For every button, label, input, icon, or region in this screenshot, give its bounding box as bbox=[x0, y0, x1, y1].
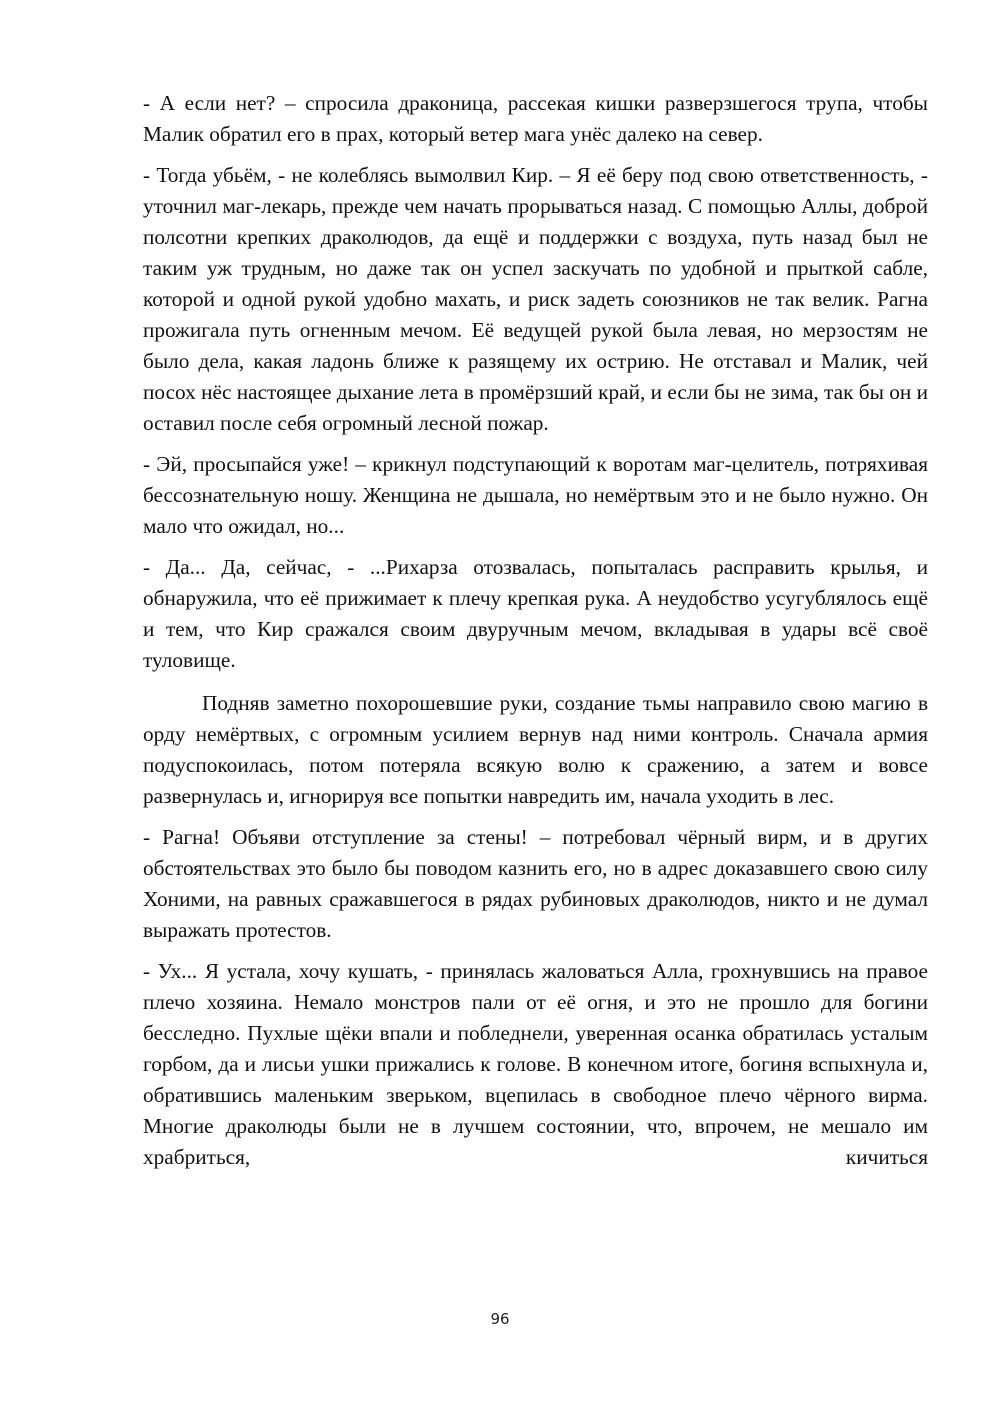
paragraph-6: - Рагна! Объяви отступление за стены! – потребовал чёрный вирм, и в других обстоятельствах это было бы поводом казнить его, но в адрес доказавшего свою силу Хоними, на равных сражавшегося в рядах рубиновых драколюдов, никто и не думал выражать протестов. bbox=[143, 825, 928, 942]
paragraph-2: - Тогда убьём, - не колеблясь вымолвил Кир. – Я её беру под свою ответственность, - уточнил маг-лекарь, прежде чем начать прорываться назад. С помощью Аллы, доброй полсотни крепких драколюдов, да ещё и поддержки с воздуха, путь назад был не таким уж трудным, но даже так он успел заскучать по удобной и прыткой сабле, которой и одной рукой удобно махать, и риск задеть союзников не так велик. Рагна прожигала путь огненным мечом. Её ведущей рукой была левая, но мерзостям не было дела, какая ладонь ближе к разящему их острию. Не отставал и Малик, чей посох нёс настоящее дыхание лета в промёрзший край, и если бы не зима, так бы он и оставил после себя огромный лесной пожар. bbox=[143, 163, 928, 435]
paragraph-3: - Эй, просыпайся уже! – крикнул подступающий к воротам маг-целитель, потряхивая бессознательную ношу. Женщина не дышала, но немёртвым это и не было нужно. Он мало что ожидал, но... bbox=[143, 452, 928, 538]
page-number: 96 bbox=[490, 1310, 510, 1328]
paragraph-4: - Да... Да, сейчас, - ...Рихарза отозвалась, попыталась расправить крылья, и обнаружила, что её прижимает к плечу крепкая рука. А неудобство усугублялось ещё и тем, что Кир сражался своим двуручным мечом, вкладывая в удары всё своё туловище. bbox=[143, 555, 928, 672]
paragraph-7-continues: - Ух... Я устала, хочу кушать, - принялась жаловаться Алла, грохнувшись на правое плечо хозяина. Немало монстров пали от её огня, и это не прошло для богини бесследно. Пухлые щёки впали и побледнели, уверенная осанка обратилась усталым горбом, да и лисьи ушки прижались к голове. В конечном итоге, богиня вспыхнула и, обратившись маленьким зверьком, вцепилась в свободное плечо чёрного вирма. Многие драколюды были не в лучшем состоянии, что, впрочем, не мешало им храбриться, кичиться bbox=[143, 959, 928, 1169]
paragraph-1: - А если нет? – спросила драконица, рассекая кишки разверзшегося трупа, чтобы Малик обратил его в прах, который ветер мага унёс далеко на север. bbox=[143, 91, 928, 146]
paragraph-5-indented: Подняв заметно похорошевшие руки, создание тьмы направило свою магию в орду немёртвых, с огромным усилием вернув над ними контроль. Сначала армия подуспокоилась, потом потеряла всякую волю к сражению, а затем и вовсе развернулась и, игнорируя все попытки навредить им, начала уходить в лес. bbox=[143, 691, 928, 808]
page-body bbox=[143, 88, 928, 1183]
